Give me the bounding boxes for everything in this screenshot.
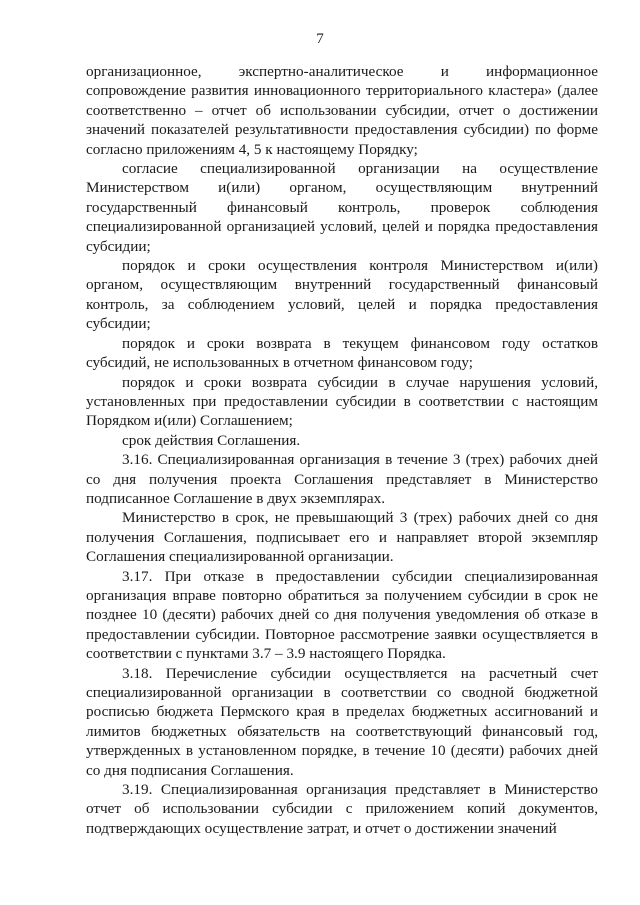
paragraph: согласие специализированной организации на осуществление Министерством и(или) органом, осуществляющим внутренний государственный финансовый контроль, проверок соблюдения специализированной организацией условий, целей и порядка предоставления субсидии;	[86, 160, 598, 255]
paragraph: срок действия Соглашения.	[122, 431, 301, 449]
paragraph: 3.18. Перечисление субсидии осуществляется на расчетный счет специализированной организации в соответствии со сводной бюджетной росписью бюджета Пермского края в пределах бюджетных ассигнований и лимитов бюджетных обязательств на соответствующий финансовый год, утвержденных в установленном порядке, в течение 10 (десяти) рабочих дней со дня подписания Соглашения.	[86, 664, 598, 779]
paragraph: порядок и сроки осуществления контроля Министерством и(или) органом, осуществляющим внутренний государственный финансовый контроль, за соблюдением условий, целей и порядка предоставления субсидии;	[86, 257, 598, 333]
paragraph: порядок и сроки возврата субсидии в случае нарушения условий, установленных при предоставлении субсидии в соответствии с настоящим Порядком и(или) Соглашением;	[86, 373, 598, 430]
paragraph: 3.16. Специализированная организация в течение 3 (трех) рабочих дней со дня получения проекта Соглашения представляет в Министерство подписанное Соглашение в двух экземплярах.	[86, 451, 598, 507]
paragraph: порядок и сроки возврата в текущем финансовом году остатков субсидий, не использованных в отчетном финансовом году;	[86, 334, 598, 372]
paragraph: Министерство в срок, не превышающий 3 (трех) рабочих дней со дня получения Соглашения, подписывает его и направляет второй экземпляр Соглашения специализированной организации.	[86, 509, 598, 566]
paragraph: 3.19. Специализированная организация представляет в Министерство отчет об использовании субсидии с приложением копий документов, подтверждающих осуществление затрат, и отчет о достижении значений	[86, 781, 598, 837]
paragraph: организационное, экспертно-аналитическое и информационное сопровождение развития инновационного территориального кластера» (далее соответственно – отчет об использовании субсидии, отчет о достижении значений показателей результативности предоставления субсидии) по форме согласно приложениям 4, 5 к настоящему Порядку;	[86, 63, 598, 158]
page-number: 7	[316, 31, 324, 47]
document-body	[86, 62, 598, 838]
paragraph: 3.17. При отказе в предоставлении субсидии специализированная организация вправе повторно обратиться за получением субсидии в срок не позднее 10 (десяти) рабочих дней со дня получения уведомления об отказе в предоставлении субсидии. Повторное рассмотрение заявки осуществляется в соответствии с пунктами 3.7 – 3.9 настоящего Порядка.	[86, 567, 598, 663]
